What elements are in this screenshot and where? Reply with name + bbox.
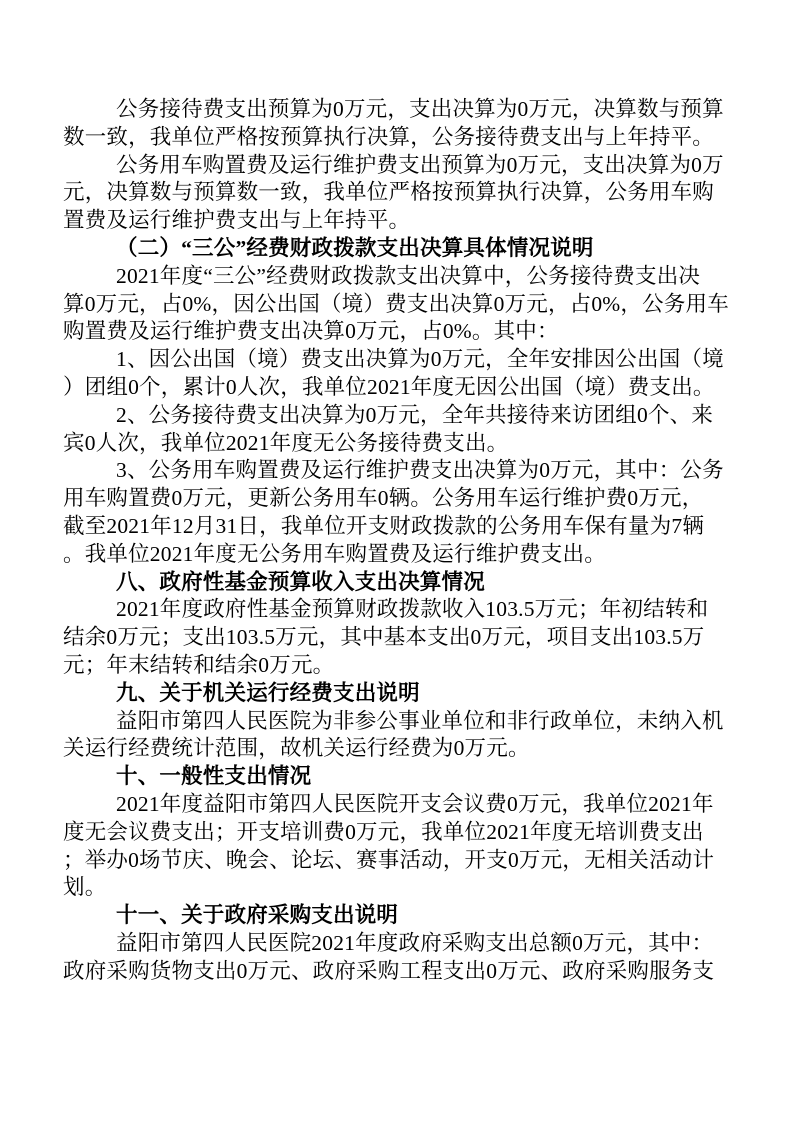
paragraph — [63, 930, 727, 986]
text-line: ）团组0个，累计0人次，我单位2021年度无因公出国（境）费支出。 — [63, 374, 715, 399]
text-line: 用车购置费0万元，更新公务用车0辆。公务用车运行维护费0万元， — [63, 486, 704, 511]
text-line: 元，决算数与预算数一致，我单位严格按预算执行决算，公务用车购 — [63, 180, 715, 205]
text-line: 。我单位2021年度无公务用车购置费及运行维护费支出。 — [63, 541, 606, 566]
text-line: ；举办0场节庆、晚会、论坛、赛事活动，开支0万元，无相关活动计 — [63, 847, 715, 872]
section-heading — [63, 902, 727, 930]
text-line: 2021年度政府性基金预算财政拨款收入103.5万元；年初结转和 — [116, 597, 709, 622]
text-line: 公务接待费支出预算为0万元，支出决算为0万元，决算数与预算 — [116, 97, 724, 121]
document-body — [63, 96, 727, 986]
paragraph — [63, 96, 727, 152]
text-line: 2、公务接待费支出决算为0万元，全年共接待来访团组0个、来 — [116, 402, 714, 427]
text-line: 置费及运行维护费支出与上年持平。 — [63, 208, 411, 233]
heading-line: 十、一般性支出情况 — [116, 764, 312, 789]
text-line: 政府采购货物支出0万元、政府采购工程支出0万元、政府采购服务支 — [63, 958, 715, 983]
paragraph — [63, 791, 727, 902]
text-line: 2021年度益阳市第四人民医院开支会议费0万元，我单位2021年 — [116, 791, 714, 816]
text-line: 2021年度“三公”经费财政拨款支出决算中，公务接待费支出决 — [116, 263, 701, 288]
paragraph — [63, 402, 727, 458]
text-line: 截至2021年12月31日，我单位开支财政拨款的公务用车保有量为7辆 — [63, 513, 705, 538]
paragraph — [63, 152, 727, 235]
heading-line: 九、关于机关运行经费支出说明 — [116, 680, 420, 705]
heading-line: 十一、关于政府采购支出说明 — [116, 903, 399, 928]
text-line: 益阳市第四人民医院为非参公事业单位和非行政单位，未纳入机 — [116, 708, 724, 733]
heading-line: （二）“三公”经费财政拨款支出决算具体情况说明 — [116, 235, 594, 260]
paragraph — [63, 263, 727, 346]
text-line: 关运行经费统计范围，故机关运行经费为0万元。 — [63, 736, 530, 761]
section-heading — [63, 680, 727, 708]
text-line: 3、公务用车购置费及运行维护费支出决算为0万元，其中：公务 — [116, 458, 724, 483]
section-heading — [63, 763, 727, 791]
section-heading — [63, 569, 727, 597]
text-line: 公务用车购置费及运行维护费支出预算为0万元，支出决算为0万 — [116, 152, 724, 177]
paragraph — [63, 346, 727, 402]
heading-line: 八、政府性基金预算收入支出决算情况 — [116, 569, 485, 594]
text-line: 划。 — [63, 875, 107, 900]
paragraph — [63, 596, 727, 679]
section-heading — [63, 235, 727, 263]
text-line: 算0万元，占0%，因公出国（境）费支出决算0万元，占0%，公务用车 — [63, 291, 729, 316]
text-line: 元；年末结转和结余0万元。 — [63, 652, 335, 677]
text-line: 结余0万元；支出103.5万元，其中基本支出0万元，项目支出103.5万 — [63, 625, 705, 650]
text-line: 购置费及运行维护费支出决算0万元，占0%。其中： — [63, 319, 559, 344]
text-line: 宾0人次，我单位2021年度无公务接待费支出。 — [63, 430, 509, 455]
text-line: 数一致，我单位严格按预算执行决算，公务接待费支出与上年持平。 — [63, 124, 715, 149]
text-line: 度无会议费支出；开支培训费0万元，我单位2021年度无培训费支出 — [63, 819, 704, 844]
paragraph — [63, 457, 727, 568]
text-line: 益阳市第四人民医院2021年度政府采购支出总额0万元，其中： — [116, 930, 714, 955]
text-line: 1、因公出国（境）费支出决算为0万元，全年安排因公出国（境 — [116, 347, 724, 372]
paragraph — [63, 708, 727, 764]
